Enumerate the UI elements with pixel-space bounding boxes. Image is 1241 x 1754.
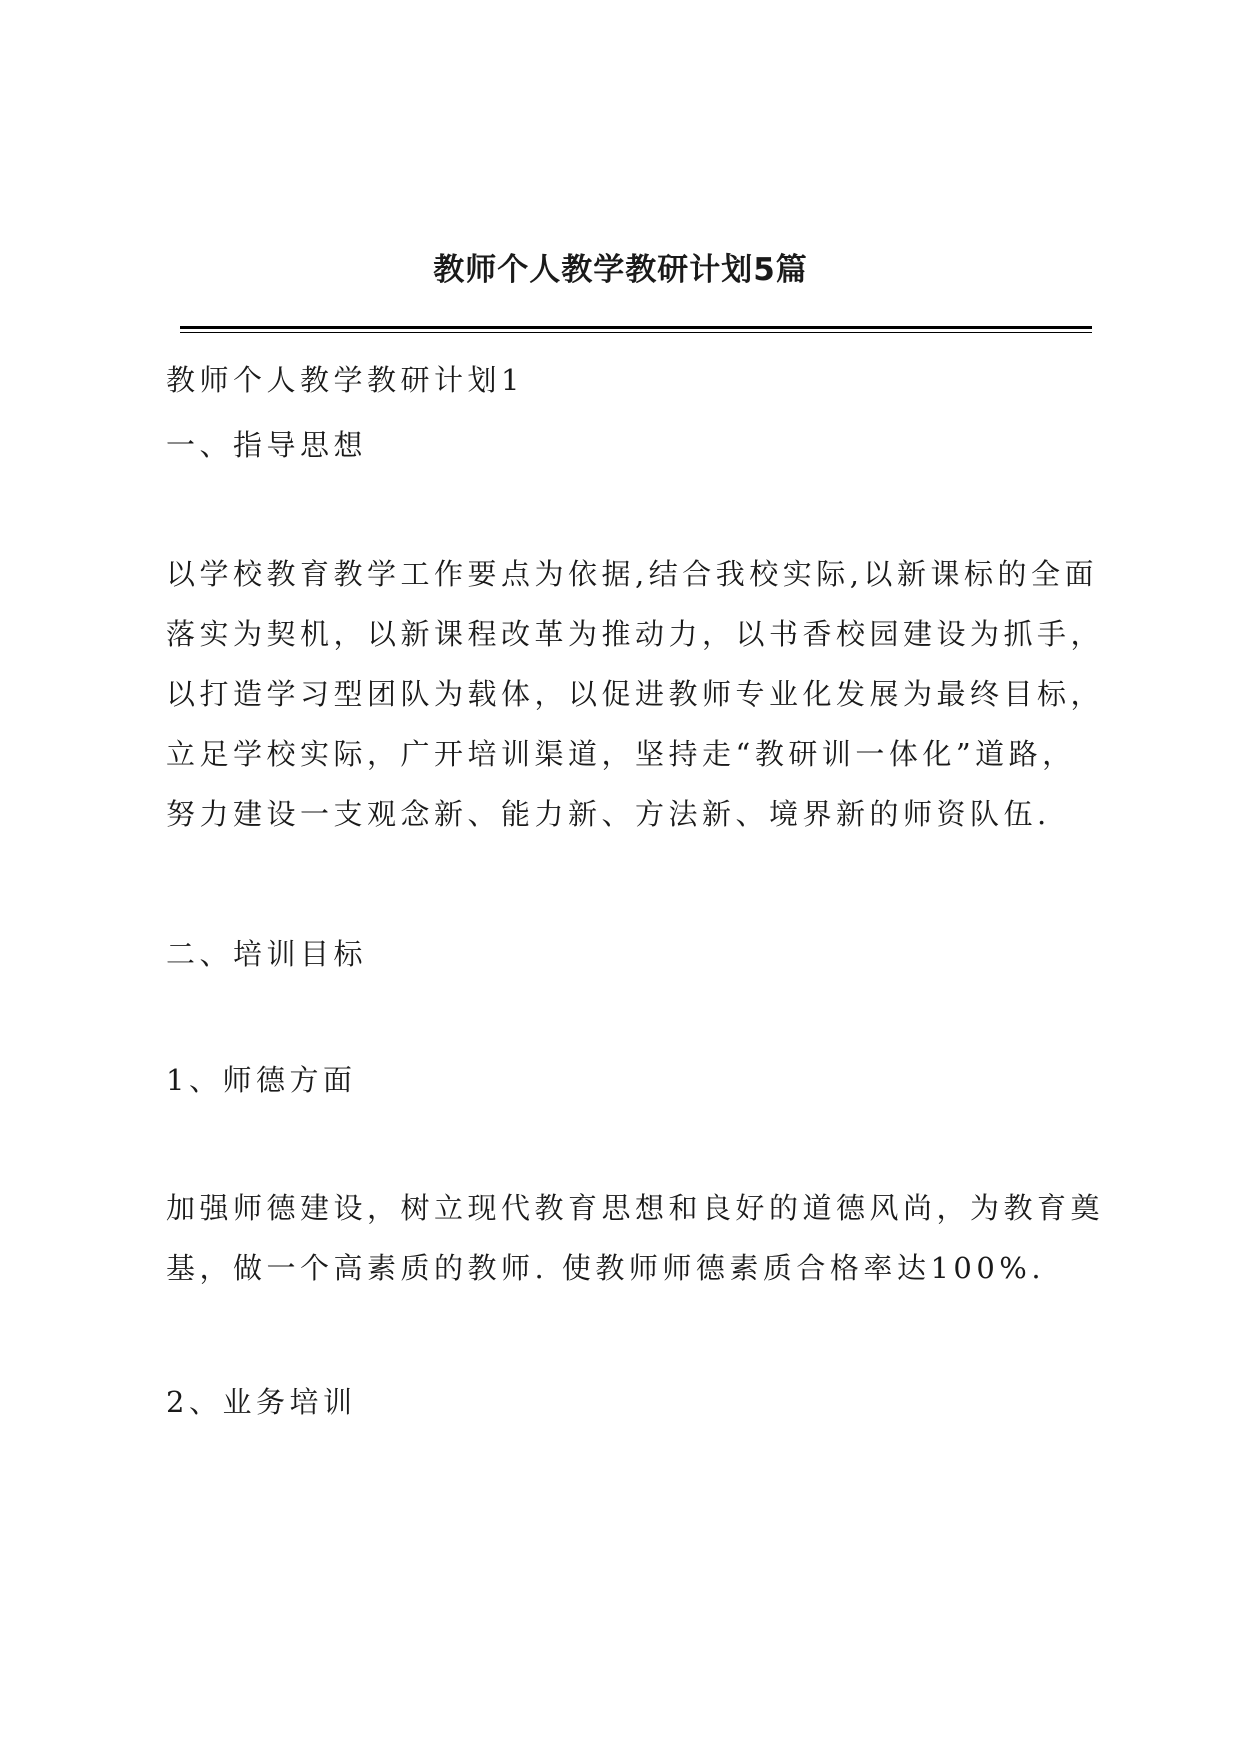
paragraph-ethics xyxy=(166,1178,1105,1298)
article-title: 教师个人教学教研计划1 xyxy=(166,363,524,397)
paragraph-line: 努力建设一支观念新、能力新、方法新、境界新的师资队伍. xyxy=(166,797,1051,831)
title-divider-thin xyxy=(180,332,1092,333)
paragraph-line: 立足学校实际，广开培训渠道，坚持走“教研训一体化”道路， xyxy=(166,737,1076,771)
paragraph-line: 以打造学习型团队为载体，以促进教师专业化发展为最终目标， xyxy=(166,677,1105,711)
paragraph-line: 基，做一个高素质的教师. 使教师师德素质合格率达100%. xyxy=(166,1251,1046,1285)
paragraph-line: 加强师德建设，树立现代教育思想和良好的道德风尚，为教育奠 xyxy=(166,1191,1105,1225)
section-heading-guiding-ideology: 一、指导思想 xyxy=(166,428,368,462)
document-title: 教师个人教学教研计划5篇 xyxy=(433,252,808,288)
paragraph-guiding-ideology xyxy=(166,544,1105,844)
subsection-heading-ethics: 1、师德方面 xyxy=(166,1063,357,1097)
section-heading-training-goals: 二、培训目标 xyxy=(166,937,368,971)
title-divider-thick xyxy=(180,326,1092,329)
paragraph-line: 落实为契机，以新课程改革为推动力，以书香校园建设为抓手， xyxy=(166,617,1105,651)
paragraph-line: 以学校教育教学工作要点为依据,结合我校实际,以新课标的全面 xyxy=(166,557,1098,591)
subsection-heading-business-training: 2、业务培训 xyxy=(166,1385,357,1419)
